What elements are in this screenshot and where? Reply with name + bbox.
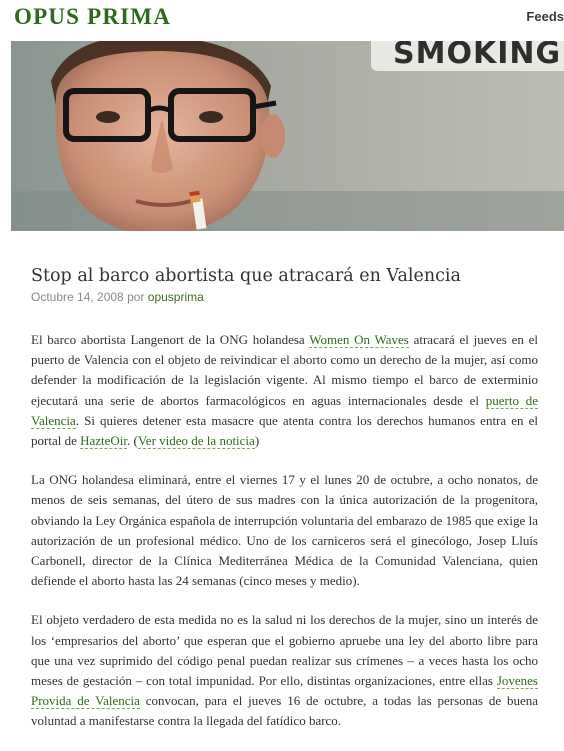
text: . ( [127,433,138,449]
post-by: por [127,290,145,304]
text: atracará el jueves en el puerto de Valencia con el objeto de reivindicar el aborto como un derecho de la mujer, así como defender la modificación de la legislación vigente. Al mismo tiempo el barco de exterminio ejecutará una serie de abortos farmacológicos en aguas internacionales desde el [31,332,538,408]
header-photo [11,41,564,231]
puerto-valencia-link[interactable]: puerto de Valencia [31,392,539,428]
site-title[interactable]: OPUS PRIMA [14,4,172,29]
header-image [11,41,564,231]
paragraph-3 [31,610,538,731]
text: El objeto verdadero de esta medida no es la salud ni los derechos de la mujer, sino un interés de los ‘empresarios del aborto’ que esperan que el gobierno apruebe una ley del aborto libre para que una vez suprimido del código penal puedan realizar sus crímenes – a veces hasta los ocho meses de gestación – con total impunidad. Por ello, distintas organizaciones, entre ellas [31,612,538,689]
jovenes-provida-link[interactable]: Jovenes Provida de Valencia [31,673,538,709]
text: ) [254,433,260,449]
sign-text: SMOKING [393,41,562,71]
text: El barco abortista Langenort de la ONG holandesa [31,332,310,347]
women-on-waves-link[interactable]: Women On Waves [309,332,409,347]
text: . Si quieres detener esta masacre que atenta contra los derechos humanos entra en el portal de [31,412,538,449]
post-author-link[interactable]: opusprima [147,290,204,304]
video-link[interactable]: Ver video de la noticia [137,433,255,449]
post-meta [31,290,204,304]
paragraph-2: La ONG holandesa eliminará, entre el viernes 17 y el lunes 20 de octubre, a ocho nonatos, de menos de seis semanas, del útero de sus madres con la única autorización de la progenitora, obviando la Ley Orgánica española de interrupción voluntaria del embarazo de 1985 que exige la autorización de un profesional médico. Uno de los carniceros será el ginecólogo, Josep Lluís Carbonell, director de la Clínica Mediterránea Médica de la Comunidad Valenciana, quien defiende el aborto hasta las 24 semanas (cinco meses y medio). [31,472,538,589]
post-title[interactable]: Stop al barco abortista que atracará en Valencia [31,266,461,286]
paragraph-1 [31,330,538,451]
text: convocan, para el jueves 16 de octubre, a todas las personas de buena voluntad a manifestarse contra la llegada del fatídico barco. [31,693,538,729]
post-date: Octubre 14, 2008 [31,290,124,304]
post-content [31,330,538,751]
feeds-link[interactable]: Feeds [526,9,564,24]
hazteoir-link[interactable]: HazteOir [80,433,128,449]
